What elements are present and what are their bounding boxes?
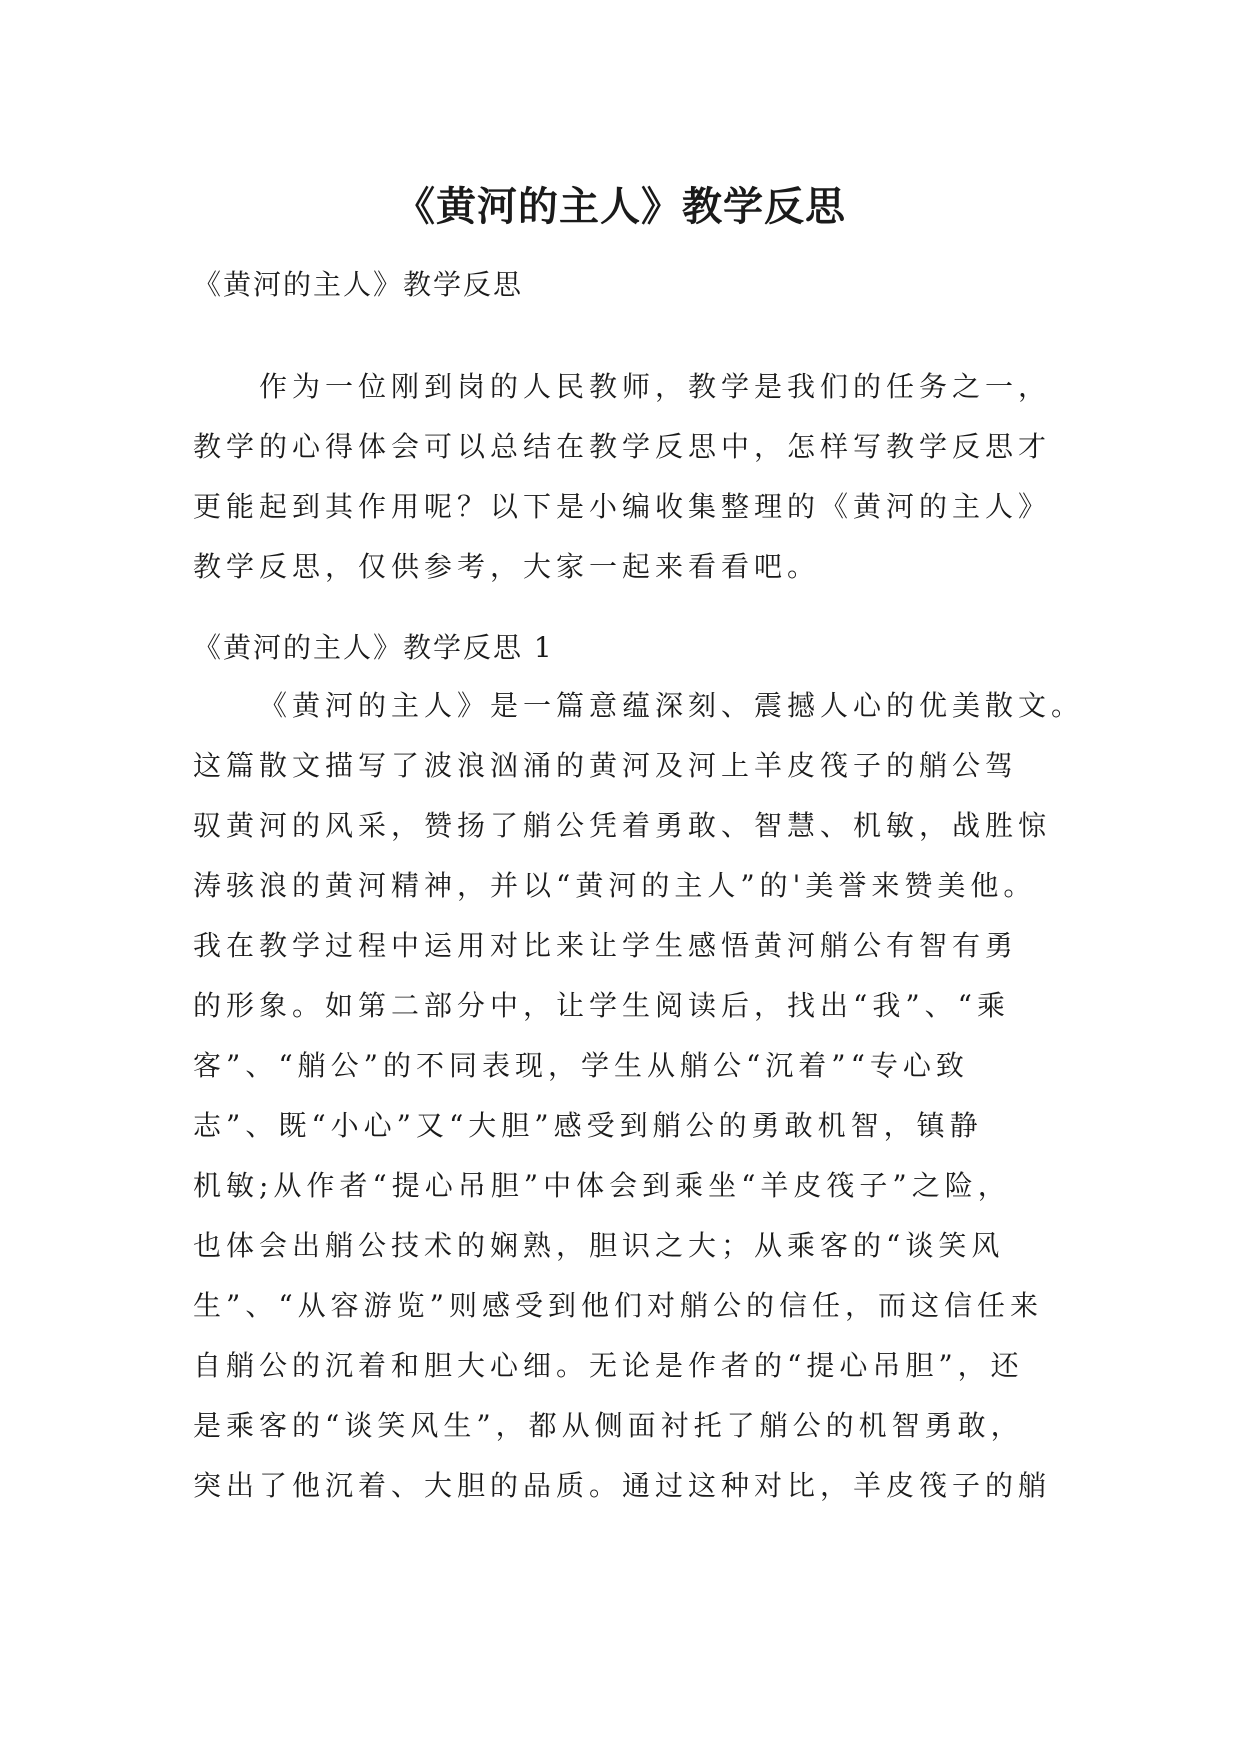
body-line: 驭黄河的风采，赞扬了艄公凭着勇敢、智慧、机敏，战胜惊 [193,809,1052,842]
body-line: 志”、既“小心”又“大胆”感受到艄公的勇敢机智，镇静 [193,1109,983,1142]
body-line: 我在教学过程中运用对比来让学生感悟黄河艄公有智有勇 [193,929,1019,962]
body-line: 突出了他沉着、大胆的品质。通过这种对比，羊皮筏子的艄 [193,1469,1052,1502]
body-line: 的形象。如第二部分中，让学生阅读后，找出“我”、“乘 [193,989,1010,1022]
body-line: 机敏;从作者“提心吊胆”中体会到乘坐“羊皮筏子”之险， [193,1169,1011,1202]
intro-line: 更能起到其作用呢？以下是小编收集整理的《黄河的主人》 [193,490,1052,523]
intro-line: 教学的心得体会可以总结在教学反思中，怎样写教学反思才 [193,430,1052,463]
body-line: 也体会出艄公技术的娴熟，胆识之大；从乘客的“谈笑风 [193,1229,1005,1262]
body-paragraph [193,676,1085,1516]
intro-line: 教学反思，仅供参考，大家一起来看看吧。 [193,550,821,583]
body-line: 这篇散文描写了波浪汹涌的黄河及河上羊皮筏子的艄公驾 [193,749,1019,782]
intro-paragraph [193,357,1073,597]
page-title: 《黄河的主人》教学反思 [395,183,846,230]
document-subtitle: 《黄河的主人》教学反思 [193,268,524,301]
intro-line: 作为一位刚到岗的人民教师，教学是我们的任务之一， [259,370,1052,403]
body-line: 生”、“从容游览”则感受到他们对艄公的信任，而这信任来 [193,1289,1043,1322]
body-line: 涛骇浪的黄河精神，并以“黄河的主人”的'美誉来赞美他。 [193,869,1037,902]
body-line: 自艄公的沉着和胆大心细。无论是作者的“提心吊胆”，还 [193,1349,1024,1382]
body-line: 客”、“艄公”的不同表现，学生从艄公“沉着”“专心致 [193,1049,969,1082]
body-line: 《黄河的主人》是一篇意蕴深刻、震撼人心的优美散文。 [259,689,1085,722]
body-line: 是乘客的“谈笑风生”，都从侧面衬托了艄公的机智勇敢， [193,1409,1024,1442]
section-heading: 《黄河的主人》教学反思 1 [193,631,554,664]
